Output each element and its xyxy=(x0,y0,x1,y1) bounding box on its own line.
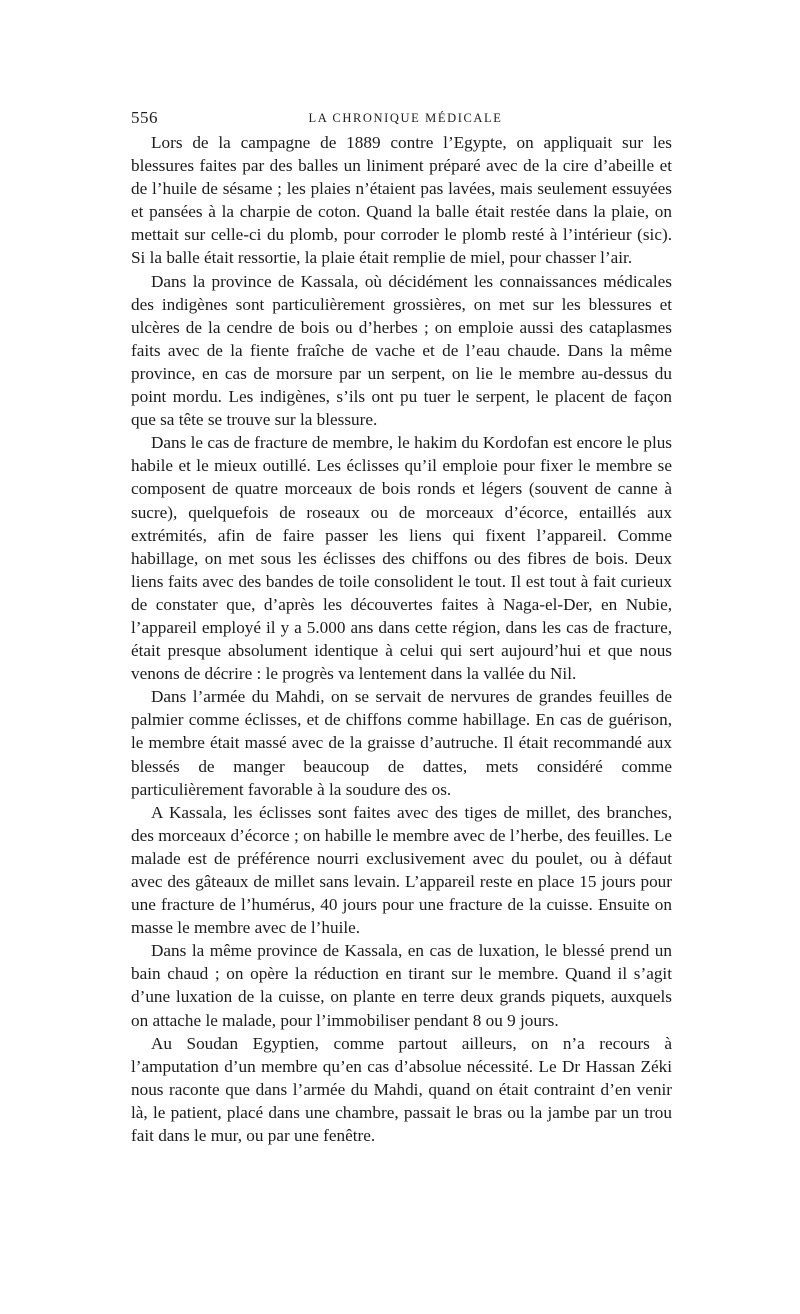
paragraph-kassala-wounds: Dans la province de Kassala, où décidément les connaissances médicales des indigènes sont particulièrement grossières, on met sur les blessures et ulcères de la cendre de bois ou d’herbes ; on emploie aussi des cataplasmes faits avec de la fiente fraîche de vache et de l’eau chaude. Dans la même province, en cas de morsure par un serpent, on lie le membre au-dessus du point mordu. Les indigènes, s’ils ont pu tuer le serpent, le placent de façon que sa tête se trouve sur la blessure. xyxy=(131,271,672,430)
paragraph-campaign-1889: Lors de la campagne de 1889 contre l’Egypte, on appliquait sur les blessures faites par des balles un liniment préparé avec de la cire d’abeille et de l’huile de sésame ; les plaies n’étaient pas lavées, mais seulement essuyées et pansées à la charpie de coton. Quand la balle était restée dans la plaie, on mettait sur celle-ci du plomb, pour corroder le plomb resté à l’intérieur (sic). Si la balle était ressortie, la plaie était remplie de miel, pour chasser l’air. xyxy=(131,133,672,268)
paragraph-kassala-splints: A Kassala, les éclisses sont faites avec des tiges de millet, des branches, des morceaux d’écorce ; on habille le membre avec de l’herbe, des feuilles. Le malade est de préférence nourri exclusivement avec du poulet, ou à défaut avec des gâteaux de millet sans levain. L’appareil reste en place 15 jours pour une fracture de l’humérus, 40 jours pour une fracture de la cuisse. Ensuite on masse le membre avec de l’huile. xyxy=(131,802,672,938)
page-number: 556 xyxy=(131,108,158,127)
paragraph-mahdi-army: Dans l’armée du Mahdi, on se servait de nervures de grandes feuilles de palmier comme éclisses, et de chiffons comme habillage. En cas de guérison, le membre était massé avec de la graisse d’autruche. Il était recommandé aux blessés de manger beaucoup de dattes, mets considéré comme particulièrement favorable à la soudure des os. xyxy=(131,687,672,799)
paragraph-luxation: Dans la même province de Kassala, en cas de luxation, le blessé prend un bain chaud ; on opère la réduction en tirant sur le membre. Quand il s’agit d’une luxation de la cuisse, on plante en terre deux grands piquets, auxquels on attache le malade, pour l’immobiliser pendant 8 ou 9 jours. xyxy=(131,941,672,1030)
article-body xyxy=(131,131,672,1147)
paragraph-fracture-kordofan: Dans le cas de fracture de membre, le hakim du Kordofan est encore le plus habile et le mieux outillé. Les éclisses qu’il emploie pour fixer le membre se composent de quatre morceaux de bois ronds et légers (souvent de canne à sucre), quelquefois de roseaux ou de morceaux d’écorce, entaillés aux extrémités, afin de faire passer les liens qui fixent l’appareil. Comme habillage, on met sous les éclisses des chiffons ou des fibres de bois. Deux liens faits avec des bandes de toile consolident le tout. Il est tout à fait curieux de constater que, d’après les découvertes faites à Naga-el-Der, en Nubie, l’appareil employé il y a 5.000 ans dans cette région, dans les cas de fracture, était presque absolument identique à celui qui sert aujourd’hui et que nous venons de décrire : le progrès va lentement dans la vallée du Nil. xyxy=(131,433,672,684)
running-head xyxy=(131,108,672,130)
journal-title: LA CHRONIQUE MÉDICALE xyxy=(308,111,503,125)
paragraph-amputation: Au Soudan Egyptien, comme partout ailleurs, on n’a recours à l’amputation d’un membre qu’en cas d’absolue nécessité. Le Dr Hassan Zéki nous raconte que dans l’armée du Mahdi, quand on était contraint d’en venir là, le patient, placé dans une chambre, passait le bras ou la jambe par un trou fait dans le mur, ou par une fenêtre. xyxy=(131,1033,672,1146)
